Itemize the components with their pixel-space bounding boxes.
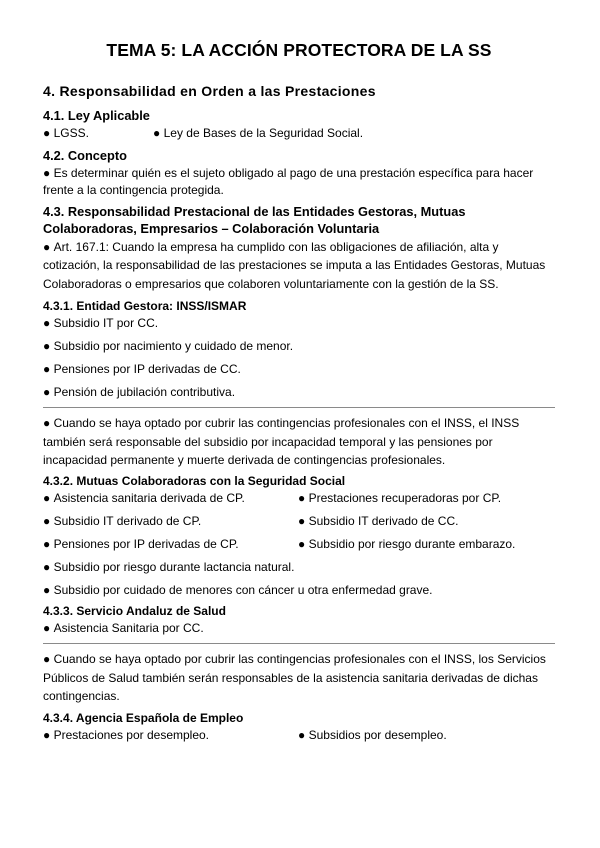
list-item: ● Subsidio IT derivado de CP. <box>43 513 298 530</box>
section-4-3-1-heading: 4.3.1. Entidad Gestora: INSS/ISMAR <box>43 299 247 314</box>
list-item: ● Pensiones por IP derivadas de CP. <box>43 536 298 553</box>
list-item: ● Subsidio por riesgo durante embarazo. <box>298 536 555 553</box>
list-item: ● Pensión de jubilación contributiva. <box>43 384 555 401</box>
list-item: ● Subsidio IT por CC. <box>43 315 555 332</box>
section-4-3-4-heading: 4.3.4. Agencia Española de Empleo <box>43 710 244 725</box>
document-page <box>43 40 555 744</box>
document-title: TEMA 5: LA ACCIÓN PROTECTORA DE LA SS <box>106 40 492 60</box>
section-4-1-heading: 4.1. Ley Aplicable <box>43 108 150 123</box>
list-item: ● LGSS. <box>43 125 298 142</box>
section-4-3-text: ● Art. 167.1: Cuando la empresa ha cumplido con las obligaciones de afiliación, alta y cotización, la responsabilidad de las prestaciones se imputa a las Entidades Gestoras, Mutuas Colaboradoras o empresarios que colaboren voluntariamente con la gestión de la SS. <box>43 238 555 293</box>
list-item: ● Pensiones por IP derivadas de CC. <box>43 361 555 378</box>
list-item: ● Subsidio por cuidado de menores con cáncer u otra enfermedad grave. <box>43 582 555 599</box>
divider <box>43 643 555 644</box>
section-4-3-2-heading: 4.3.2. Mutuas Colaboradoras con la Seguridad Social <box>43 474 346 489</box>
list-item: ● Subsidios por desempleo. <box>298 727 555 744</box>
section-4-heading: 4. Responsabilidad en Orden a las Prestaciones <box>43 83 376 99</box>
section-4-3-1-list <box>43 315 555 401</box>
list-item: ● Subsidio IT derivado de CC. <box>298 513 555 530</box>
list-item: ● Prestaciones por desempleo. <box>43 727 298 744</box>
section-4-3-3-note: ● Cuando se haya optado por cubrir las contingencias profesionales con el INSS, los Servicios Públicos de Salud también serán responsables de la asistencia sanitaria derivadas de dichas contingencias. <box>43 650 555 705</box>
section-4-2-heading: 4.2. Concepto <box>43 148 127 163</box>
section-4-2-text: ● Es determinar quién es el sujeto obligado al pago de una prestación específica para hacer frente a la contingencia protegida. <box>43 165 555 198</box>
section-4-3-2-list <box>43 490 555 559</box>
list-item: ● Asistencia sanitaria derivada de CP. <box>43 490 298 507</box>
divider <box>43 407 555 408</box>
list-item: ● Ley de Bases de la Seguridad Social. <box>153 125 555 142</box>
section-4-1-list <box>43 125 555 142</box>
list-item: ● Prestaciones recuperadoras por CP. <box>298 490 555 507</box>
section-4-3-3-heading: 4.3.3. Servicio Andaluz de Salud <box>43 604 226 619</box>
section-4-3-1-note: ● Cuando se haya optado por cubrir las contingencias profesionales con el INSS, el INSS también será responsable del subsidio por incapacidad temporal y las pensiones por incapacidad permanente y muerte derivada de contingencias profesionales. <box>43 414 555 469</box>
list-item: ● Subsidio por nacimiento y cuidado de menor. <box>43 338 555 355</box>
section-4-3-4-list <box>43 727 555 744</box>
list-item: ● Asistencia Sanitaria por CC. <box>43 620 555 637</box>
list-item: ● Subsidio por riesgo durante lactancia natural. <box>43 559 555 576</box>
section-4-3-heading: 4.3. Responsabilidad Prestacional de las Entidades Gestoras, Mutuas Colaboradoras, Empresarios – Colaboración Voluntaria <box>43 204 466 236</box>
